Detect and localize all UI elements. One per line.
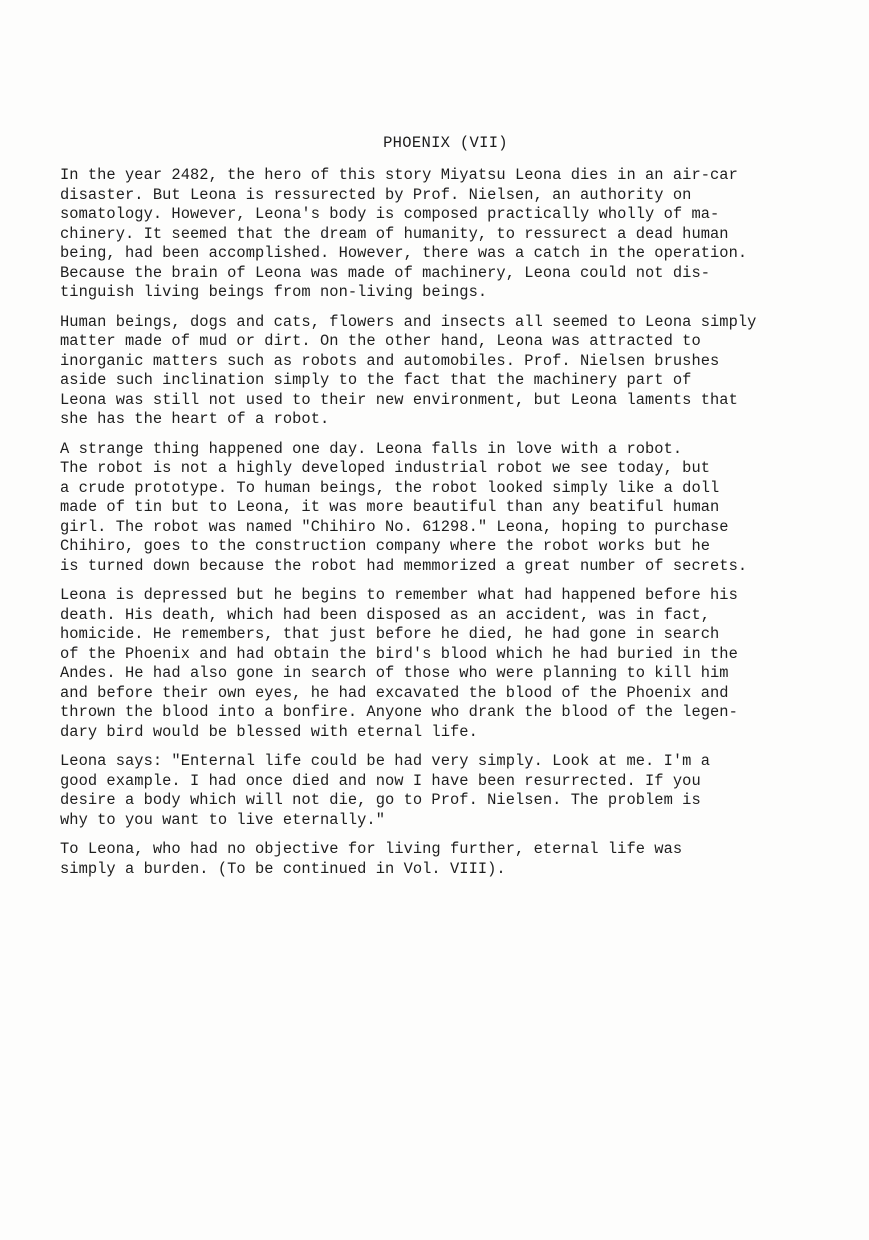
text-line: Andes. He had also gone in search of those who were planning to kill him xyxy=(60,664,729,682)
text-line: disaster. But Leona is ressurected by Prof. Nielsen, an authority on xyxy=(60,185,692,204)
text-line: somatology. However, Leona's body is composed practically wholly of ma- xyxy=(60,205,720,223)
text-line: being, had been accomplished. However, there was a catch in the operation. xyxy=(60,244,748,262)
paragraph-3 xyxy=(60,440,850,577)
text-line: made of tin but to Leona, it was more beautiful than any beatiful human xyxy=(60,498,720,516)
paragraph-5 xyxy=(60,752,850,830)
text-line: Human beings, dogs and cats, flowers and insects all seemed to Leona simply xyxy=(60,312,757,331)
text-line: Because the brain of Leona was made of machinery, Leona could not dis- xyxy=(60,263,711,282)
paragraph-4 xyxy=(60,586,850,742)
text-line: To Leona, who had no objective for living further, eternal life was xyxy=(60,840,683,858)
text-line: aside such inclination simply to the fact that the machinery part of xyxy=(60,371,692,389)
text-line: matter made of mud or dirt. On the other hand, Leona was attracted to xyxy=(60,332,701,350)
text-line: dary bird would be blessed with eternal life. xyxy=(60,722,478,741)
text-line: Leona was still not used to their new environment, but Leona laments that xyxy=(60,390,738,409)
text-line: inorganic matters such as robots and automobiles. Prof. Nielsen brushes xyxy=(60,351,720,370)
text-line: good example. I had once died and now I have been resurrected. If you xyxy=(60,771,701,790)
text-line: of the Phoenix and had obtain the bird's blood which he had buried in the xyxy=(60,644,738,663)
text-line: In the year 2482, the hero of this story Miyatsu Leona dies in an air-car xyxy=(60,166,738,184)
text-line: Chihiro, goes to the construction company where the robot works but he xyxy=(60,537,711,555)
text-line: Leona is depressed but he begins to remember what had happened before his xyxy=(60,586,738,604)
document-body xyxy=(60,166,850,889)
text-line: Leona says: "Enternal life could be had very simply. Look at me. I'm a xyxy=(60,752,711,770)
text-line: girl. The robot was named "Chihiro No. 61298." Leona, hoping to purchase xyxy=(60,517,729,536)
text-line: A strange thing happened one day. Leona falls in love with a robot. xyxy=(60,439,683,458)
text-line: desire a body which will not die, go to Prof. Nielsen. The problem is xyxy=(60,791,701,809)
paragraph-2 xyxy=(60,313,850,430)
text-line: chinery. It seemed that the dream of humanity, to ressurect a dead human xyxy=(60,224,729,243)
text-line: simply a burden. (To be continued in Vol. VIII). xyxy=(60,859,506,878)
text-line: homicide. He remembers, that just before he died, he had gone in search xyxy=(60,625,720,643)
text-line: tinguish living beings from non-living beings. xyxy=(60,283,488,301)
page-title: PHOENIX (VII) xyxy=(383,134,508,152)
text-line: The robot is not a highly developed industrial robot we see today, but xyxy=(60,459,711,477)
text-line: she has the heart of a robot. xyxy=(60,410,330,428)
paragraph-6 xyxy=(60,840,850,879)
paragraph-1 xyxy=(60,166,850,303)
text-line: and before their own eyes, he had excavated the blood of the Phoenix and xyxy=(60,683,729,702)
text-line: a crude prototype. To human beings, the robot looked simply like a doll xyxy=(60,478,720,497)
text-line: why to you want to live eternally." xyxy=(60,810,386,829)
text-line: thrown the blood into a bonfire. Anyone who drank the blood of the legen- xyxy=(60,703,738,721)
text-line: is turned down because the robot had memmorized a great number of secrets. xyxy=(60,556,748,575)
text-line: death. His death, which had been disposed as an accident, was in fact, xyxy=(60,605,711,624)
